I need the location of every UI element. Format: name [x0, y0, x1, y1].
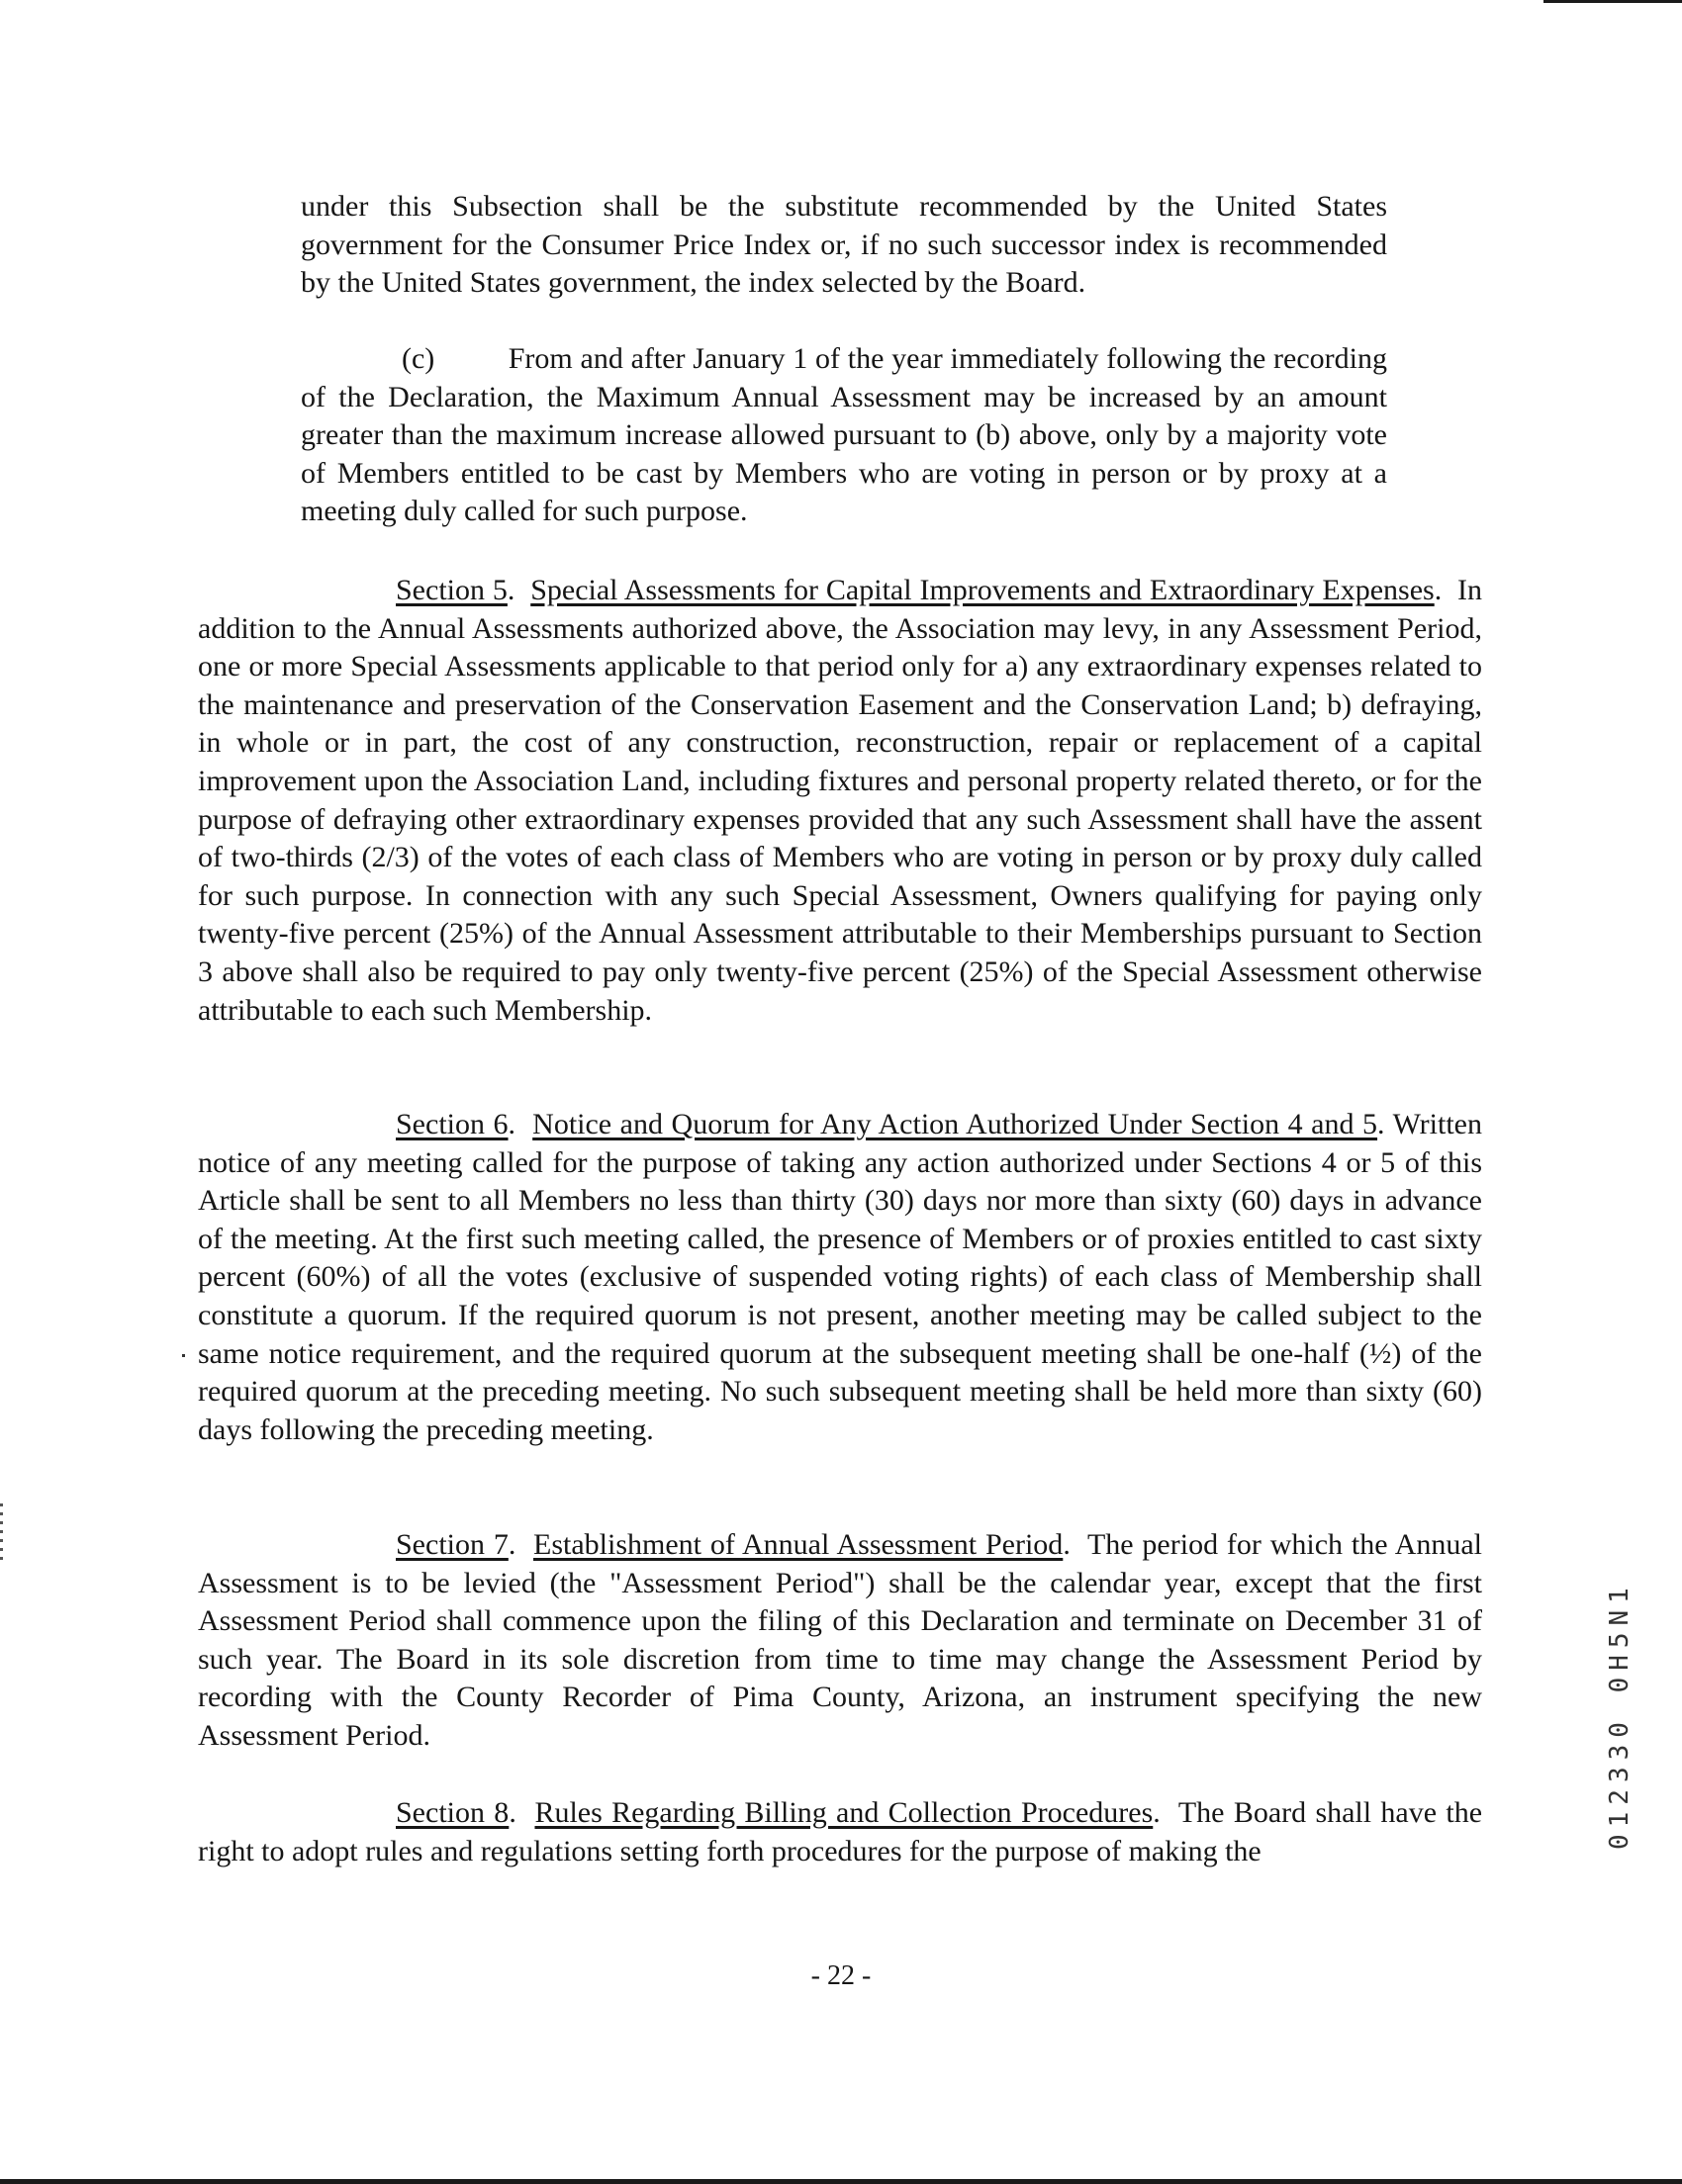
scan-edge-mark	[1543, 0, 1682, 3]
section-7-paragraph: Section 7. Establishment of Annual Assessment Period. The period for which the Annual Assessment is to be levied (the "Assessment Period") shall be the calendar year, except that the first Assessment Period shall commence upon the filing of this Declaration and terminate on December 31 of such year. The Board in its sole discretion from time to time may change the Assessment Period by recording with the County Recorder of Pima County, Arizona, an instrument specifying the new Assessment Period.	[198, 1528, 1483, 1752]
section-title: Special Assessments for Capital Improvements and Extraordinary Expenses	[530, 574, 1435, 606]
section-5-paragraph: Section 5. Special Assessments for Capital Improvements and Extraordinary Expenses. In addition to the Annual Assessments authorized above, the Association may levy, in any Assessment Period, one or more Special Assessments applicable to that period only for a) any extraordinary expenses related to the maintenance and preservation of the Conservation Easement and the Conservation Land; b) defraying, in whole or in part, the cost of any construction, reconstruction, repair or replacement of a capital improvement upon the Association Land, including fixtures and personal property related thereto, or for the purpose of defraying other extraordinary expenses provided that any such Assessment shall have the assent of two-thirds (2/3) of the votes of each class of Members who are voting in person or by proxy duly called for such purpose. In connection with any such Special Assessment, Owners qualifying for paying only twenty-five percent (25%) of the Annual Assessment attributable to their Memberships pursuant to Section 3 above shall also be required to pay only twenty-five percent (25%) of the Special Assessment otherwise attributable to each such Membership.	[198, 574, 1482, 1027]
paragraph-text: From and after January 1 of the year immediately following the recording of the Declaration, the Maximum Annual Assessment may be increased by an amount greater than the maximum increase allowed pursuant to (b) above, only by a majority vote of Members entitled to be cast by Members who are voting in person or by proxy at a meeting duly called for such purpose.	[301, 342, 1387, 528]
subsection-label: (c)	[402, 342, 435, 375]
paragraph-subsection-c	[301, 340, 1387, 531]
section-number: Section 5	[396, 574, 508, 606]
section-number: Section 6	[396, 1108, 509, 1140]
paragraph-text: under this Subsection shall be the substitute recommended by the United States government for the Consumer Price Index or, if no such successor index is recommended by the United States government, the index selected by the Board.	[301, 190, 1387, 300]
section-title: Establishment of Annual Assessment Period	[533, 1528, 1064, 1561]
section-title: Rules Regarding Billing and Collection Procedures	[534, 1796, 1154, 1829]
section-body: In addition to the Annual Assessments authorized above, the Association may levy, in any Assessment Period, one or more Special Assessments applicable to that period only for a) any extraordinary expenses related to the maintenance and preservation of the Conservation Easement and the Conservation Land; b) defraying, in whole or in part, the cost of any construction, reconstruction, repair or replacement of a capital improvement upon the Association Land, including fixtures and personal property related thereto, or for the purpose of defraying other extraordinary expenses provided that any such Assessment shall have the assent of two-thirds (2/3) of the votes of each class of Members who are voting in person or by proxy duly called for such purpose. In connection with any such Special Assessment, Owners qualifying for paying only twenty-five percent (25%) of the Annual Assessment attributable to their Memberships pursuant to Section 3 above shall also be required to pay only twenty-five percent (25%) of the Special Assessment otherwise attributable to each such Membership.	[198, 574, 1482, 1027]
section-body: Written notice of any meeting called for the purpose of taking any action authorized under Sections 4 or 5 of this Article shall be sent to all Members no less than thirty (30) days nor more than sixty (60) days in advance of the meeting. At the first such meeting called, the presence of Members or of proxies entitled to cast sixty percent (60%) of all the votes (exclusive of suspended voting rights) of each class of Membership shall constitute a quorum. If the required quorum is not present, another meeting may be called subject to the same notice requirement, and the required quorum at the subsequent meeting shall be one-half (½) of the required quorum at the preceding meeting. No such subsequent meeting shall be held more than sixty (60) days following the preceding meeting.	[198, 1108, 1482, 1446]
section-6-paragraph: Section 6. Notice and Quorum for Any Action Authorized Under Section 4 and 5. Written notice of any meeting called for the purpose of taking any action authorized under Sections 4 or 5 of this Article shall be sent to all Members no less than thirty (30) days nor more than sixty (60) days in advance of the meeting. At the first such meeting called, the presence of Members or of proxies entitled to cast sixty percent (60%) of all the votes (exclusive of suspended voting rights) of each class of Membership shall constitute a quorum. If the required quorum is not present, another meeting may be called subject to the same notice requirement, and the required quorum at the subsequent meeting shall be one-half (½) of the required quorum at the preceding meeting. No such subsequent meeting shall be held more than sixty (60) days following the preceding meeting.	[198, 1108, 1482, 1446]
scan-artifact	[182, 1354, 185, 1357]
section-number: Section 7	[396, 1528, 509, 1561]
section-body: The Board shall have the right to adopt rules and regulations setting forth procedures for the purpose of making the	[198, 1796, 1483, 1867]
section-body: The period for which the Annual Assessment is to be levied (the "Assessment Period") shall be the calendar year, except that the first Assessment Period shall commence upon the filing of this Declaration and terminate on December 31 of such year. The Board in its sole discretion from time to time may change the Assessment Period by recording with the County Recorder of Pima County, Arizona, an instrument specifying the new Assessment Period.	[198, 1528, 1483, 1752]
section-number: Section 8	[396, 1796, 510, 1829]
paragraph-continuation	[301, 188, 1387, 303]
section-8-paragraph: Section 8. Rules Regarding Billing and Collection Procedures. The Board shall have the right to adopt rules and regulations setting forth procedures for the purpose of making the	[198, 1796, 1483, 1867]
scan-edge-mark	[0, 2179, 1682, 2184]
recording-docket-number: 012330 0H5N1	[1605, 1581, 1635, 1850]
scan-artifact	[0, 1503, 3, 1563]
section-title: Notice and Quorum for Any Action Authorized Under Section 4 and 5	[532, 1108, 1378, 1140]
page-number: - 22 -	[810, 1960, 872, 1991]
